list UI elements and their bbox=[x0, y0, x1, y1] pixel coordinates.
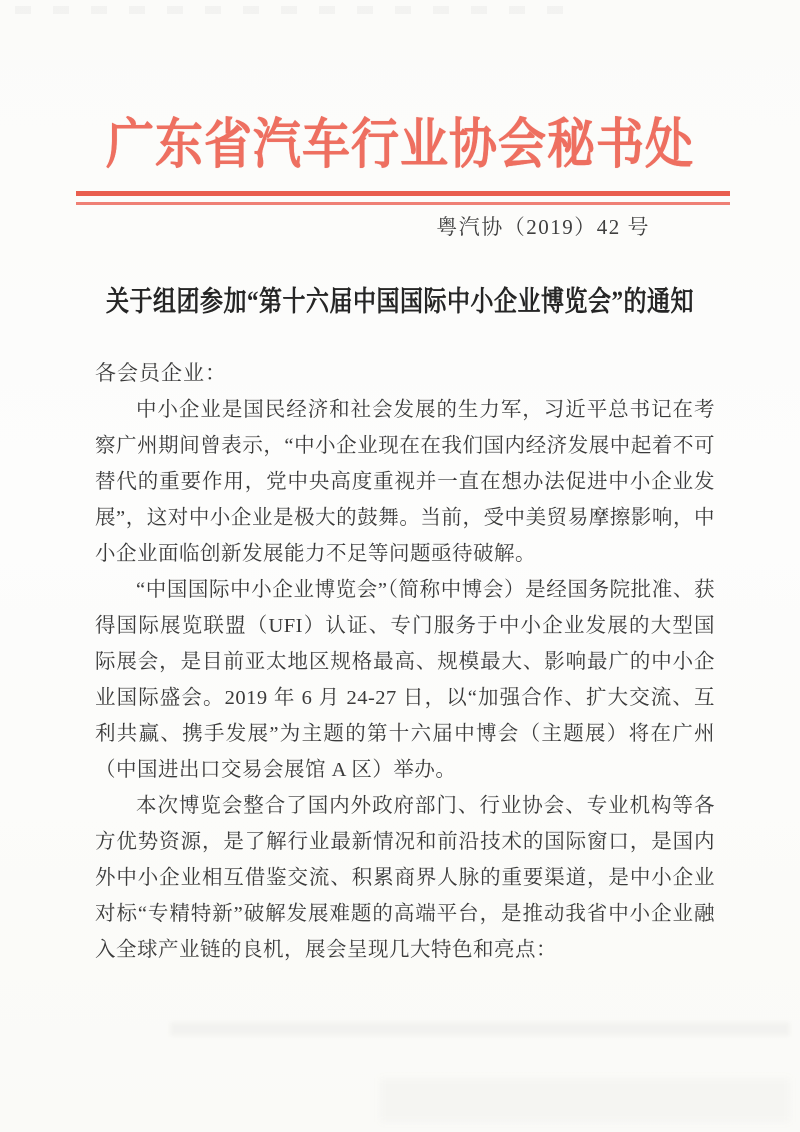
letterhead-title: 广东省汽车行业协会秘书处 bbox=[105, 114, 694, 175]
letterhead-rule-thin bbox=[76, 202, 730, 205]
document-number: 粤汽协（2019）42 号 bbox=[436, 215, 650, 239]
body-paragraph: 中小企业是国民经济和社会发展的生力军，习近平总书记在考察广州期间曾表示，“中小企业现在在我们国内经济发展中起着不可替代的重要作用，党中央高度重视并一直在想办法促进中小企业发展”，这对中小企业是极大的鼓舞。当前，受中美贸易摩擦影响，中小企业面临创新发展能力不足等问题亟待破解。 bbox=[95, 399, 715, 565]
scan-artifact-band bbox=[170, 1022, 790, 1036]
document-body bbox=[95, 392, 715, 968]
scan-artifact-bottom bbox=[380, 1078, 790, 1122]
body-paragraph: “中国国际中小企业博览会”（简称中博会）是经国务院批准、获得国际展览联盟（UFI）认证、专门服务于中小企业发展的大型国际展会，是目前亚太地区规格最高、规模最大、影响最广的中小企业国际盛会。2019 年 6 月 24-27 日，以“加强合作、扩大交流、互利共赢、携手发展”为主题的第十六届中博会（主题展）将在广州（中国进出口交易会展馆 A 区）举办。 bbox=[95, 579, 715, 781]
body-paragraph: 本次博览会整合了国内外政府部门、行业协会、专业机构等各方优势资源，是了解行业最新情况和前沿技术的国际窗口，是国内外中小企业相互借鉴交流、积累商界人脉的重要渠道，是中小企业对标“专精特新”破解发展难题的高端平台，是推动我省中小企业融入全球产业链的良机，展会呈现几大特色和亮点： bbox=[95, 795, 715, 961]
salutation: 各会员企业： bbox=[95, 361, 227, 385]
document-title: 关于组团参加“第十六届中国国际中小企业博览会”的通知 bbox=[106, 286, 694, 317]
scan-artifact-top bbox=[15, 6, 575, 14]
letterhead-rule-thick bbox=[76, 191, 730, 196]
